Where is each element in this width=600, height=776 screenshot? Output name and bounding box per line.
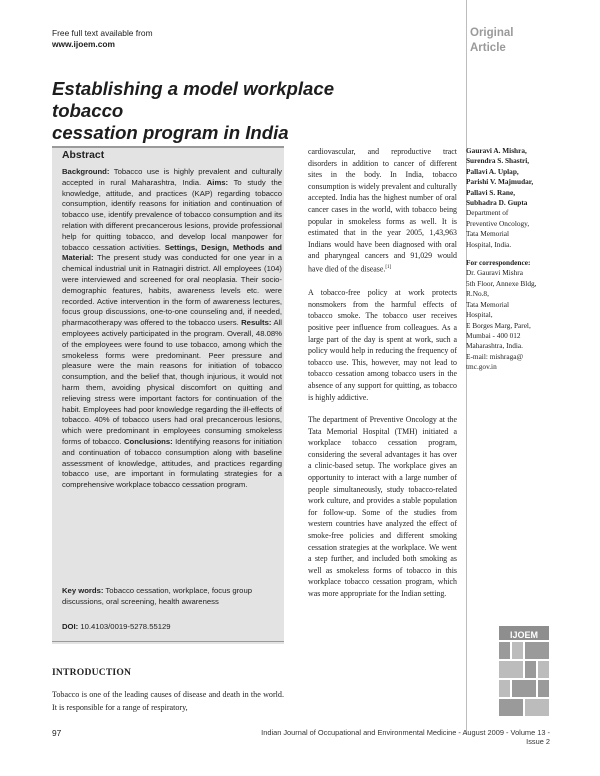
- correspondence-line: Dr. Gauravi Mishra: [466, 268, 523, 278]
- website-link[interactable]: www.ijoem.com: [52, 39, 115, 49]
- keywords: [62, 586, 282, 608]
- doi: [62, 622, 282, 631]
- author-names: [466, 146, 554, 208]
- article-type-line2: Article: [470, 42, 506, 54]
- page-number: 97: [52, 728, 62, 738]
- logo-cell: [524, 641, 550, 660]
- logo-cell: [524, 660, 537, 679]
- correspondence-line: E Borges Marg, Parel,: [466, 320, 531, 330]
- logo-cell: [511, 679, 537, 698]
- correspondence-heading: For correspondence:: [466, 258, 531, 268]
- journal-footer: Indian Journal of Occupational and Environmental Medicine - August 2009 - Volume 13 - Issue 2: [261, 728, 550, 746]
- abstract-body: [62, 167, 282, 491]
- settings-label: Settings, Design, Methods and Material:: [62, 242, 282, 263]
- reference-1[interactable]: [1]: [385, 264, 392, 270]
- author-name: Pallavi A. Uplap,: [466, 166, 519, 176]
- logo-cell: [524, 698, 550, 717]
- results-label: Results:: [241, 318, 272, 328]
- article-title: [52, 78, 382, 144]
- affiliation-line: Hospital, India.: [466, 239, 512, 249]
- logo-cell: [537, 679, 550, 698]
- correspondence-line: 5th Floor, Annexe Bldg,: [466, 278, 537, 288]
- author-name: Parishi V. Majmudar,: [466, 177, 534, 187]
- doi-link[interactable]: 10.4103/0019-5278.55129: [78, 622, 171, 631]
- correspondence-line: Mumbai - 400 012: [466, 330, 521, 340]
- article-type-tag: [470, 26, 513, 56]
- author-name: Subhadra D. Gupta: [466, 198, 528, 208]
- conclusions-label: Conclusions:: [123, 436, 173, 446]
- body-paragraph-2: A tobacco-free policy at work protects nonsmokers from the harmful effects of tobacco smoke. The tobacco user receives positive peer influence from colleagues. As a large part of the day is spent at work, such a policy would help in reducing the frequency of tobacco use. This, however, may not lead to tobacco cessation among tobacco users in the absence of any support for quitting, as tobacco is highly addictive.: [308, 288, 457, 402]
- author-affiliation: [466, 208, 554, 250]
- author-name: Surendra S. Shastri,: [466, 156, 530, 166]
- author-name: Pallavi S. Rane,: [466, 187, 516, 197]
- affiliation-line: Preventive Oncology,: [466, 218, 530, 228]
- introduction-heading: INTRODUCTION: [52, 667, 132, 678]
- correspondence-email[interactable]: tmc.gov.in: [466, 362, 497, 372]
- abstract-heading: Abstract: [62, 150, 105, 161]
- title-line2: cessation program in India: [52, 122, 289, 143]
- correspondence-line: Hospital,: [466, 310, 493, 320]
- logo-cell: [537, 660, 550, 679]
- article-type-line1: Original: [470, 27, 514, 39]
- body-paragraph-3: The department of Preventive Oncology at the Tata Memorial Hospital (TMH) initiated a workplace tobacco cessation program, considering the several advantages it has over a clinic-based setup. The workplace gives an opportunity to interact with a large number of people simultaneously, study tobacco-related work culture, and provides a stable population for follow-up. Some of the studies from western countries have analyzed the effect of smoke-free policies and different smoking cessation strategies at the workplace. We went a step further, and included both smoking as well as smokeless forms of tobacco in this workplace tobacco cessation program, which was more appropriate for the Indian setting.: [308, 415, 457, 598]
- results-text: All employees actively participated in the program. Overall, 48.08% of the employees were found to use tobacco, among which the smokeless forms were predominant. Peer pressure and pleasure were the main reasons for initiation of tobacco consumption, and the belief that, though injurious, it would not harm them, avoiding physical discomfort on quitting and relieving stress were important factors for continuation of the habit. Employees had poor knowledge regarding the ill-effects of tobacco. 40% of tobacco users had oral precancerous lesions, which were predominant in employees consuming smokeless forms of tobacco.: [62, 318, 282, 446]
- journal-logo-text: IJOEM: [509, 630, 538, 640]
- settings-text: The present study was conducted for one year in a chemical industrial unit in Ratnagiri district. All employees (104) were interviewed and screened for oral neoplasia. Their socio-demographic features, habits, awareness levels etc. were recorded. Active intervention in the form of awareness lectures, focus group discussions, one-to-one counseling and, if needed, pharmacotherapy was offered to the tobacco users.: [62, 253, 282, 328]
- keywords-text: Tobacco cessation, workplace, focus group discussions, oral screening, health awareness: [62, 586, 253, 606]
- affiliation-line: Department of: [466, 208, 509, 218]
- body-paragraph-1-text: cardiovascular, and reproductive tract disorders in addition to cancer of different sites in the body. In India, tobacco consumption is widely prevalent and culturally accepted. India has the highest number of oral cancer cases in the world, with tobacco being popular in smokeless forms as well. It is estimated that in the year 2005, 1,43,963 Indians would have been diagnosed with oral and pharyngeal cancers and 91,029 would have died of the disease.: [308, 147, 457, 274]
- logo-cell: [498, 679, 511, 698]
- correspondence-line: Maharashtra, India.: [466, 341, 523, 351]
- correspondence-line: Tata Memorial: [466, 299, 510, 309]
- logo-cell: [498, 698, 524, 717]
- aims-text: To study the knowledge, attitude, and practices (KAP) regarding tobacco consumption, identify reasons for initiation and continuation of tobacco use, identify prevalence of tobacco consumption and its relation with different precancerous lesions, provide professional help for quitting tobacco, and develop local manpower for tobacco cessation activities.: [62, 177, 282, 252]
- title-line1: Establishing a model workplace tobacco: [52, 78, 335, 121]
- body-column: [308, 146, 457, 611]
- introduction-text: Tobacco is one of the leading causes of disease and death in the world. It is responsible for a range of respiratory,: [52, 690, 284, 713]
- correspondence-email[interactable]: E-mail: mishraga@: [466, 351, 524, 361]
- logo-cell: [511, 641, 524, 660]
- doi-label: DOI:: [62, 622, 79, 631]
- free-text-label: Free full text available from: [52, 28, 153, 38]
- correspondence-address: [466, 268, 554, 372]
- free-text-note: [52, 28, 153, 50]
- logo-cell: [498, 641, 511, 660]
- background-text: Tobacco use is highly prevalent and culturally accepted in rural Maharashtra, India.: [62, 167, 282, 187]
- author-name: Gauravi A. Mishra,: [466, 146, 527, 155]
- background-label: Background:: [62, 167, 110, 176]
- body-paragraph-1: [308, 146, 457, 275]
- correspondence-line: R.No.8,: [466, 289, 489, 299]
- conclusions-text: Identifying reasons for initiation and continuation of tobacco consumption along with baseline assessment of knowledge, attitudes, and practices regarding tobacco use, are important in formulating strategies for a comprehensive workplace tobacco cessation program.: [62, 436, 282, 490]
- keywords-label: Key words:: [62, 586, 104, 595]
- author-block: [466, 146, 554, 373]
- affiliation-line: Tata Memorial: [466, 229, 510, 239]
- abstract-bottom-rule: [52, 641, 284, 642]
- aims-label: Aims:: [206, 177, 229, 187]
- logo-cell: [498, 660, 524, 679]
